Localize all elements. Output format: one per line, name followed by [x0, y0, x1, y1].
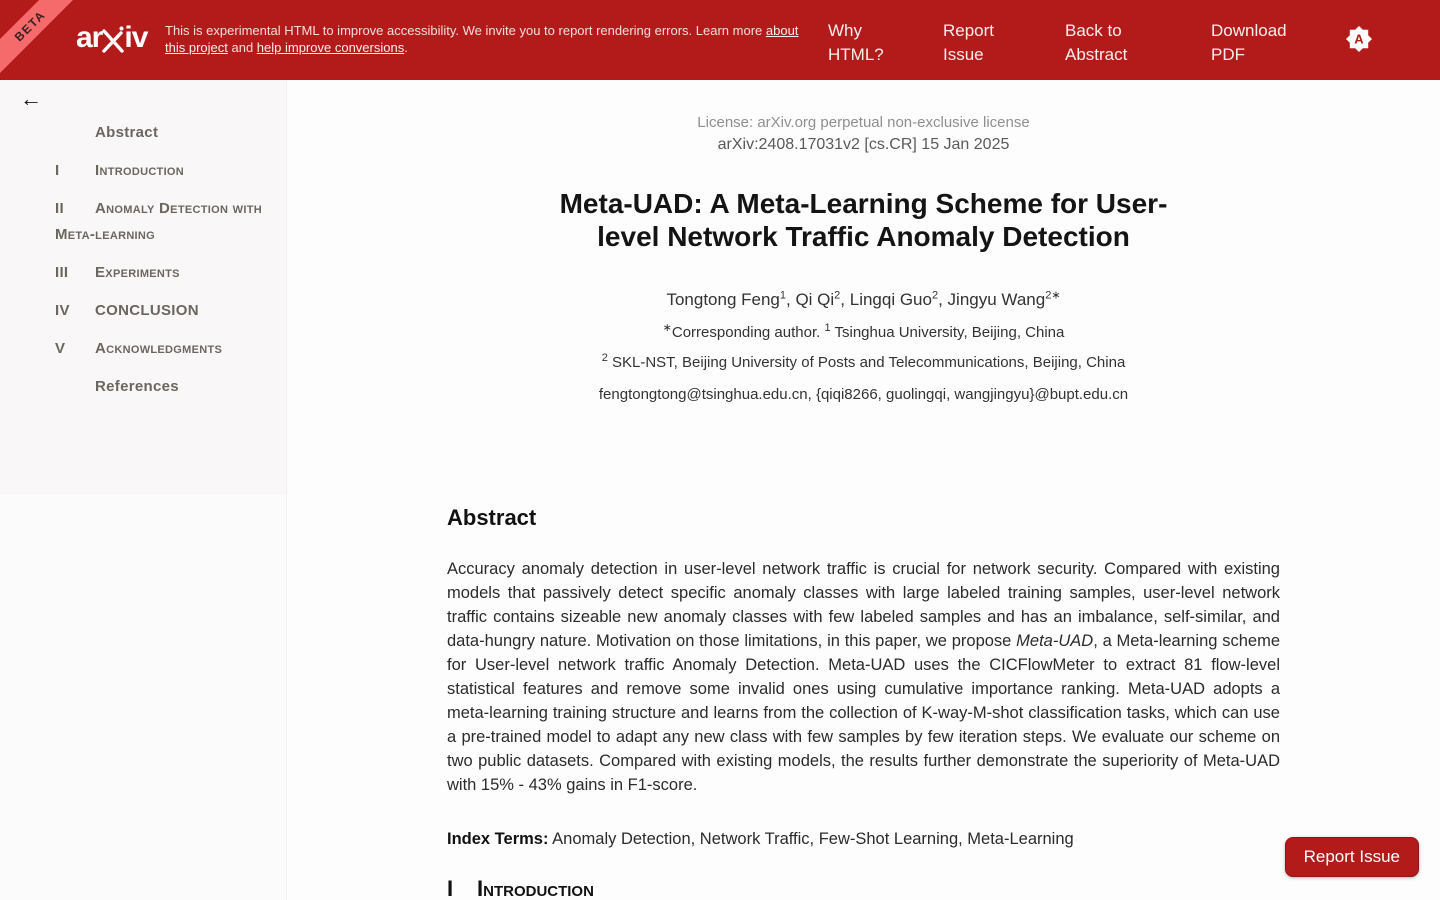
author: Tongtong Feng	[666, 290, 780, 309]
toc-label: Abstract	[95, 124, 159, 141]
abstract-heading: Abstract	[447, 505, 537, 530]
affil-text: SKL-NST, Beijing University of Posts and Telecommunications, Beijing, China	[607, 354, 1126, 371]
toc-label: CONCLUSION	[95, 302, 199, 319]
toc-num: V	[55, 340, 66, 357]
index-terms-text: Anomaly Detection, Network Traffic, Few-Shot Learning, Meta-Learning	[548, 830, 1074, 848]
abstract-paragraph	[447, 557, 1280, 797]
abstract-emphasis: Meta-UAD	[1016, 632, 1094, 650]
notice-text: .	[404, 40, 408, 55]
a11y-icon-letter: A	[1354, 31, 1364, 47]
affil-sup: 2	[601, 352, 608, 364]
article-pane	[287, 80, 1440, 900]
beta-ribbon: BETA	[0, 0, 82, 78]
author-emails: fengtongtong@tsinghua.edu.cn, {qiqi8266, guolingqi, wangjingyu}@bupt.edu.cn	[598, 386, 1129, 403]
toc-item-anomaly-detection[interactable]	[0, 196, 287, 248]
author: , Lingqi Guo	[840, 290, 932, 309]
header-bar	[0, 0, 1440, 80]
toc-label: Anomaly Detection with Meta-learning	[55, 200, 262, 243]
author-sup: 2∗	[1045, 289, 1061, 302]
help-improve-conversions-link[interactable]: help improve conversions	[256, 40, 405, 55]
nav-back-to-abstract[interactable]: Back to Abstract	[1065, 21, 1128, 64]
affil-text: Tsinghua University, Beijing, China	[830, 324, 1065, 341]
author-line	[447, 289, 1280, 311]
accessibility-settings-icon[interactable]	[1346, 26, 1372, 52]
introduction-heading	[447, 875, 1280, 900]
license-line: License: arXiv.org perpetual non-exclusive license	[697, 114, 1030, 131]
toc-item-conclusion[interactable]	[0, 298, 287, 324]
article	[447, 80, 1280, 900]
corresponding-author-line	[447, 323, 1280, 343]
notice-text: and	[227, 40, 257, 55]
index-terms-line	[447, 827, 1280, 851]
index-terms-label: Index Terms:	[447, 830, 549, 848]
author: , Qi Qi	[786, 290, 835, 309]
table-of-contents	[0, 120, 287, 412]
toc-item-references[interactable]	[0, 374, 287, 400]
toc-num: IV	[55, 302, 70, 319]
toc-item-acknowledgments[interactable]	[0, 336, 287, 362]
author-sup: 2	[931, 289, 939, 302]
abstract-text: Accuracy anomaly detection in user-level network traffic is crucial for network security. Compared with existing models that passively detect specific anomaly classes with large labeled training samples, user-level network traffic contains sizeable new anomaly classes with few labeled samples and has an imbalance, self-similar, and data-hungry nature. Motivation on those limitations, in this paper, we propose	[447, 560, 1280, 650]
notice-text: This is experimental HTML to improve accessibility. We invite you to report rendering errors. Learn more	[165, 23, 766, 38]
arxiv-logo[interactable]	[76, 21, 147, 55]
toc-item-introduction[interactable]	[0, 158, 287, 184]
toc-label: References	[95, 378, 179, 395]
logo-text-iv: iv	[124, 21, 148, 54]
toc-num: II	[55, 200, 64, 217]
author: , Jingyu Wang	[938, 290, 1046, 309]
toc-item-experiments[interactable]	[0, 260, 287, 286]
report-issue-button[interactable]: Report Issue	[1285, 837, 1419, 877]
paper-title: Meta-UAD: A Meta-Learning Scheme for User-level Network Traffic Anomaly Detection	[559, 188, 1168, 252]
toc-label: Experiments	[95, 264, 180, 281]
section-number: I	[447, 876, 454, 900]
toc-label: Acknowledgments	[95, 340, 223, 357]
affil-sup: ∗	[662, 322, 672, 334]
about-this-project-link[interactable]: about this project	[165, 23, 799, 55]
nav-download-pdf[interactable]: Download PDF	[1211, 21, 1287, 64]
toc-num: I	[55, 162, 60, 179]
affil-sup: 1	[824, 322, 831, 334]
toc-num: III	[55, 264, 69, 281]
toc-label: Introduction	[95, 162, 185, 179]
toc-sidebar	[0, 80, 287, 900]
arxiv-chi-icon	[101, 24, 125, 54]
nav-report-issue[interactable]: Report Issue	[943, 21, 995, 64]
author-sup: 1	[779, 289, 786, 302]
logo-text-ar: ar	[76, 21, 103, 54]
affil-text: Corresponding author.	[671, 324, 825, 341]
experimental-html-notice	[165, 22, 820, 56]
collapse-sidebar-arrow-icon[interactable]: ←	[20, 86, 42, 111]
author-sup: 2	[834, 289, 841, 302]
arxiv-id-line: arXiv:2408.17031v2 [cs.CR] 15 Jan 2025	[717, 136, 1010, 153]
abstract-text: , a Meta-learning scheme for User-level network traffic Anomaly Detection. Meta-UAD uses the CICFlowMeter to extract 81 flow-level statistical features and remove some invalid ones using cumulative importance ranking. Meta-UAD adopts a meta-learning training structure and learns from the collection of K-way-M-shot classification tasks, which can use a pre-trained model to adapt any new class with few samples by few iteration steps. We evaluate our scheme on two public datasets. Compared with existing models, the results further demonstrate the superiority of Meta-UAD with 15% - 43% gains in F1-score.	[447, 632, 1280, 794]
affiliation-line-2	[447, 353, 1280, 373]
nav-why-html[interactable]: Why HTML?	[828, 21, 884, 64]
section-title: Introduction	[477, 876, 594, 900]
toc-item-abstract[interactable]	[0, 120, 287, 146]
